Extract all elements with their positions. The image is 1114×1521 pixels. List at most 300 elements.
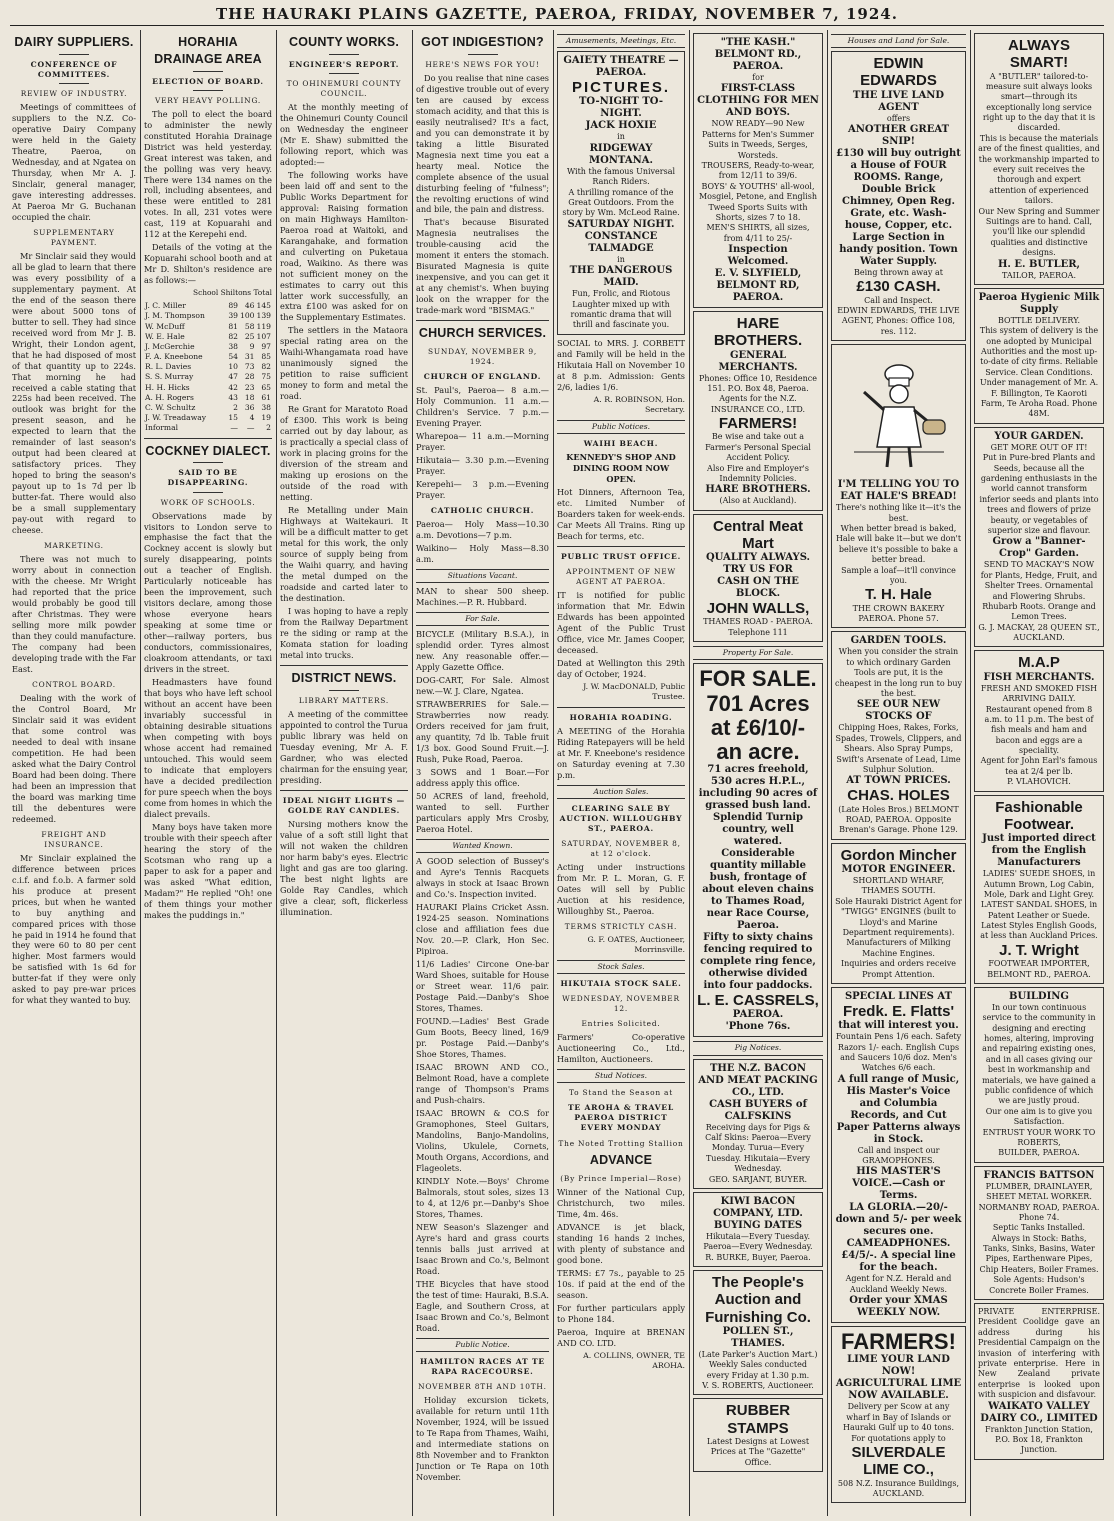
poll-count-school: 43 <box>228 392 238 402</box>
ad-line: THAMES ROAD - PAEROA. <box>703 617 813 627</box>
notice-line: TERMS: £7 7s., payable to 25 10s. if paid at the end of the season. <box>557 1268 685 1300</box>
poll-count-school: 47 <box>228 372 238 382</box>
ad-line: Put in Pure-bred Plants and Seeds, because all the gardening enthusiasts in the world cannot transform inferior seeds and plants into trees and flowers of prize beauty, or vegetables of superior size and flavour. <box>979 453 1099 535</box>
column-ads-butler <box>974 30 1104 1516</box>
article-subtitle: ELECTION OF BOARD. <box>152 76 264 86</box>
column-rule <box>553 30 554 1516</box>
butler-tailor-ad <box>974 33 1104 285</box>
ad-line: 71 acres freehold, 530 acres H.P.L., including 90 acres of grassed bush land. Splendid Turnip country, well watered. <box>698 764 818 848</box>
poll-count-shilton: 23 <box>244 382 255 392</box>
service-date: SUNDAY, NOVEMBER 9, 1924. <box>427 347 538 366</box>
poll-row <box>144 413 272 423</box>
section-heading: MARKETING. <box>44 541 104 551</box>
poll-count-shilton: 4 <box>249 413 255 423</box>
ad-line: Always in Stock: Baths, Tanks, Sinks, Basins, Water Pipes, Earthenware Pipes, Chip Heaters, Boiler Frames. <box>979 1233 1099 1274</box>
ad-line: offers <box>886 113 911 123</box>
notice-title: TE AROHA & TRAVEL PAEROA DISTRICT EVERY MONDAY <box>567 1103 675 1133</box>
ad-line: CASH BUYERS of CALFSKINS <box>709 1098 807 1122</box>
the-kash-ad <box>693 33 823 308</box>
ad-line: SATURDAY NIGHT. <box>567 218 675 230</box>
article-title: COCKNEY DIALECT. <box>145 443 271 458</box>
ad-line: (Also at Auckland). <box>719 496 797 506</box>
ad-line: FISH MERCHANTS. <box>983 671 1095 683</box>
ad-line: THE LIVE LAND AGENT <box>852 89 945 113</box>
ad-heading: I'M TELLING YOU TO EAT HALE'S BREAD! <box>837 479 960 503</box>
divider <box>193 90 223 91</box>
paragraph: The poll to elect the board to administer the newly constituted Horahia Drainage District was held yesterday. Great interest was taken, and the polling was very heavy. There were 134 names on the roll, including absentees, and these were entitled to 281 votes. In all, 231 votes were cast, 119 at Kopuarahi and 112 at the Kerepehi end. <box>144 108 272 240</box>
divider <box>59 83 89 84</box>
notice-line: KENNEDY'S SHOP AND DINING ROOM NOW OPEN. <box>566 451 676 484</box>
poll-count-total: 19 <box>261 413 271 423</box>
peoples-auction-ad <box>693 1270 823 1395</box>
notice-subtitle: APPOINTMENT OF NEW AGENT AT PAEROA. <box>566 566 676 586</box>
ad-heading: GAIETY THEATRE — PAEROA. <box>563 55 679 79</box>
poll-count-shilton: 28 <box>244 372 255 382</box>
poll-table <box>144 301 272 433</box>
ad-line: BUYING DATES <box>713 1219 803 1231</box>
column-rule <box>970 30 971 1516</box>
ad-line: TAILOR, PAEROA. <box>1002 270 1076 280</box>
paragraph: Observations made by visitors to London serve to emphasise the fact that the Cockney accent is slowly but surely disappearing, points out a teacher of English. Particularly noticeable has been the improvement, such visitors declare, among those whose everyone hears speaking at some time or other—railway porters, bus conductors, commissionaires, cloakroom attendants, or taxi drivers in the street. <box>144 510 272 675</box>
notice-subtitle: (By Prince Imperial—Rose) <box>560 1174 682 1184</box>
stallion-name: ADVANCE <box>589 1153 653 1168</box>
poll-count-total: 85 <box>261 352 271 362</box>
ad-line: In our town continuous service to the community in designing and erecting homes, altering, improving and repairing existing ones, and in all cases giving our best in workmanship and materials, we have gained a public confidence of which we are justly proud. <box>982 1002 1096 1106</box>
notice-title: HORAHIA ROADING. <box>569 712 673 722</box>
classified-section: Houses and Land for Sale. <box>831 34 966 48</box>
classified-section: For Sale. <box>416 612 549 626</box>
poll-row <box>144 352 272 362</box>
ad-line: JACK HOXIE <box>585 120 657 132</box>
ad-line: Hikutaia—Every Tuesday. Paeroa—Every Wednesday. <box>703 1231 813 1252</box>
notice-title: HAMILTON RACES AT TE RAPA RACECOURSE. <box>420 1356 545 1376</box>
service-entry: Kerepehi— 3 p.m.—Evening Prayer. <box>416 478 549 500</box>
ad-line: Telephone 111 <box>728 627 788 637</box>
ad-line: P. VLAHOVICH. <box>1007 777 1071 787</box>
ad-line: Weekly Sales conducted every Friday at 1.30 p.m. <box>706 1360 810 1380</box>
ad-line: CAMEADPHONES. £4/5/-. A special line for the beach. <box>841 1238 956 1274</box>
ad-line: AGRICULTURAL LIME NOW AVAILABLE. <box>835 1378 962 1402</box>
ad-heading: JOHN WALLS, <box>706 600 810 618</box>
ad-line: GEO. SARJANT, BUYER. <box>708 1174 808 1184</box>
poll-candidate: J. McGerchie <box>145 341 195 351</box>
ad-line: Order your XMAS WEEKLY NOW. <box>849 1295 948 1319</box>
section-heading: TO OHINEMURI COUNTY COUNCIL. <box>286 78 402 98</box>
classified-section: Property For Sale. <box>693 646 823 660</box>
paragraph: Do you realise that nine cases of digestive trouble out of every ten are caused by excess stomach acidity, and that this is easily neutralised? It's a fact, and you can demonstrate it by taking a little Bisurated Magnesia next time you eat a hearty meal. Notice the complete absence of the usual disturbing feeling of "fulness"; the revolting eructions of wind and bile, the pain and distress. <box>416 72 549 215</box>
ad-line: G. J. MACKAY, 28 QUEEN ST., AUCKLAND. <box>978 622 1100 643</box>
poll-count-school: 38 <box>228 341 238 351</box>
ad-line: in <box>617 132 625 142</box>
ad-line: Receiving days for Pigs & Calf Skins: Paeroa—Every Monday. Turua—Every Tuesday. Hikutaia—Every Wednesday. <box>705 1122 811 1174</box>
classified-ad: DOG-CART, For Sale. Almost new.—W. J. Clare, Ngatea. <box>416 675 549 697</box>
classified-ad: ISAAC BROWN AND CO., Belmont Road, have a complete range of Thompson's Prams and Push-chairs. <box>416 1061 549 1105</box>
notice-title: WAIHI BEACH. <box>583 438 659 448</box>
map-fish-ad <box>974 650 1104 791</box>
paragraph: Holiday excursion tickets, available for return until 11th November, 1924, will be issued to Te Rapa from Thames, Waihi, and intermediate stations on 8th November and to Frankton Junction or Te Rapa on 10th November. <box>416 1395 549 1482</box>
article-subtitle: ENGINEER'S REPORT. <box>288 59 400 69</box>
poll-candidate: C. W. Schultz <box>145 402 196 412</box>
column-rule <box>827 30 828 1516</box>
paragraph: I was hoping to have a reply from the Railway Department re the siding or ramp at the Komata station for loading metal into trucks. <box>280 606 408 660</box>
paragraph: Mr Sinclair said they would all be glad to learn that there was every possibility of a supplementary payment. At the end of the season there were about 5000 tons of butter to sell. They had since received word from Mr J. B. Wright, their London agent, that he had disposed of most of that quantity up to 224s. That morning he had received a cable stating that 225s had been received. The outlook was bright for the present season, and he expected to learn that the remainder of last season's output had been cleared at satisfactory prices. They hoped to bring the season's payout up to 1s 7d per lb butter-fat. There would also be a small supplementary pay-out with regard to cheese. <box>12 250 136 536</box>
divider <box>416 320 549 321</box>
ad-line: A full range of Music, His Master's Voice and Columbia Records, and Cut Paper Patterns always in Stock. <box>836 1073 961 1145</box>
notice-subtitle: WEDNESDAY, NOVEMBER 12. <box>562 994 680 1014</box>
ad-line: THE CROWN BAKERY PAEROA. Phone 57. <box>852 603 945 624</box>
ad-line: Call and Inspect. <box>864 295 933 305</box>
poll-row <box>144 362 272 372</box>
poll-row <box>144 372 272 382</box>
ad-line: POLLEN ST., THAMES. <box>722 1325 794 1349</box>
classified-ad: 50 ACRES of land, freehold, wanted to sell. Further particulars apply Mrs Crosby, Paeroa Hotel. <box>416 791 549 835</box>
poll-row <box>144 322 272 332</box>
article-title: HORAHIA DRAINAGE AREA <box>154 35 262 66</box>
classified-section: Auction Sales. <box>557 785 685 799</box>
ad-heading: L. E. CASSRELS, <box>697 992 819 1010</box>
ad-line: RIDGEWAY MONTANA. <box>589 142 653 166</box>
ad-line: H. E. BUTLER, <box>997 258 1081 270</box>
ad-line: Our New Spring and Summer Suitings are to hand. Call, you'll like our splendid qualities and distinctive designs. <box>978 206 1100 258</box>
divider <box>193 462 223 463</box>
ad-line: Latest Designs at Lowest Prices at The "Gazette" Office. <box>706 1436 810 1467</box>
ad-line: LIME YOUR LAND NOW! <box>847 1354 950 1378</box>
edwin-edwards-ad <box>831 51 966 341</box>
ad-heading: ALWAYS SMART! <box>1008 37 1070 72</box>
ad-line: GENERAL MERCHANTS. <box>718 349 798 373</box>
ad-line: 'Phone 76s. <box>725 1021 791 1033</box>
poll-candidate: W. E. Hale <box>145 331 185 341</box>
column-horahia-drainage <box>144 30 272 1516</box>
paragraph: Re Metalling under Main Highways at Waitekauri. It will be a difficult matter to get metal for this work, the only source of supply being from the Waihi quarry, and having the metal dumped on the roadside and carted later to the destination. <box>280 505 408 604</box>
poll-count-total: 97 <box>261 341 271 351</box>
ad-heading: Central Meat Mart <box>712 517 804 552</box>
notice-line: IT is notified for public information that Mr. Edwin Edwards has been appointed Agent of the Public Trust Office, vice Mr. James Cooper, deceased. <box>557 589 685 655</box>
notice-line: Paeroa, Inquire at BRENAN AND CO. LTD. <box>557 1326 685 1348</box>
classified-ad: SOCIAL to MRS. J. CORBETT and Family will be held in the Hikutaia Hall on November 10 at 8 p.m. Admission: Gents 2/6, ladies 1/6. <box>557 337 685 392</box>
notice-line: ADVANCE is jet black, standing 16 hands 2 inches, with plenty of substance and good bone. <box>557 1222 685 1266</box>
classified-ad: 11/6 Ladies' Circone One-bar Ward Shoes, suitable for House or Street wear. 11/6 pair. Postage Paid.—Danby's Shoe Stores, Thames. <box>416 959 549 1014</box>
ad-line: Sample a loaf—it'll convince you. <box>841 565 956 585</box>
poll-count-school: 81 <box>228 321 238 331</box>
article-title: DISTRICT NEWS. <box>291 670 397 685</box>
section-heading: WORK OF SCHOOLS. <box>160 497 256 507</box>
classified-ad: ISAAC BROWN & CO.S for Gramophones, Steel Guitars, Mandolins, Banjo-Mandolins, Violins, Ukulele, Cornets, Mouth Organs, Accordions, and Flageolets. <box>416 1107 549 1173</box>
paragraph: Many boys have taken more trouble with their speech after hearing the story of the Scotsman who rang up a paper to ask for a paper and was asked "What edition, Madam?" He replied "Oh! one of them things your mother makes the puddings in." <box>144 822 272 920</box>
roberts-builder-ad <box>974 987 1104 1163</box>
ad-heading: T. H. Hale <box>865 586 932 604</box>
notice-title: PUBLIC TRUST OFFICE. <box>560 551 682 561</box>
ad-line: CASH ON THE BLOCK. <box>717 576 799 600</box>
section-heading: CONTROL BOARD. <box>32 680 116 690</box>
ad-heading: FOR SALE. <box>699 666 817 692</box>
ad-heading: EDWIN EDWARDS <box>860 55 937 90</box>
ad-line: 508 N.Z. Insurance Buildings, AUCKLAND. <box>837 1478 960 1498</box>
ad-line: Frankton Junction Station, P.O. Box 18, Frankton Junction. <box>985 1424 1093 1455</box>
poll-table-header: School Shiltons Total <box>193 288 272 298</box>
poll-row <box>144 423 272 433</box>
ad-line: Agents for the N.Z. INSURANCE CO., LTD. <box>710 394 806 414</box>
service-entry: Wharepoa— 11 a.m.—Morning Prayer. <box>416 431 549 453</box>
ad-line: LA GLORIA.—20/- down and 5/- per week secures one. <box>835 1202 962 1238</box>
notice-line: Dated at Wellington this 29th day of October, 1924. <box>557 657 685 679</box>
paragraph: The following works have been laid off and sent to the Public Works Department for approval: Raising formation on main Highways Hamilton-Paeroa road at Waitoki, and Karangahake, and formation and culverting on Puketaua road, Waikino. As there was not sufficient money on the estimates to carry out this latter work successfully, an extra £100 was asked for on the Supplementary Estimates. <box>280 169 408 323</box>
poll-count-shilton: 18 <box>244 392 255 402</box>
column-county-works <box>280 30 408 1516</box>
poll-count-shilton: 25 <box>244 331 255 341</box>
ad-line: R. BURKE, Buyer, Paeroa. <box>705 1252 811 1262</box>
poll-row <box>144 332 272 342</box>
kiwi-bacon-ad <box>693 1192 823 1267</box>
poll-candidate: A. H. Rogers <box>145 392 194 402</box>
ad-heading: KIWI BACON COMPANY, LTD. <box>713 1195 803 1219</box>
classified-ad: MAN to shear 500 sheep. Machines.—P. R. Hubbard. <box>416 586 549 608</box>
ad-line: Inspection Welcomed. <box>727 244 789 268</box>
ad-line: Delivery per Scow at any wharf in Bay of Islands or Hauraki Gulf up to 40 tons. <box>843 1402 954 1433</box>
section-heading: REVIEW OF INDUSTRY. <box>20 89 128 99</box>
ad-line: Being thrown away at <box>854 268 943 278</box>
garden-tools-ad <box>831 631 966 839</box>
paragraph: There was not much to worry about in connection with the cheese. Mr Wright had reported that the price would probably be good till after Christmas. They were selling more milk powder than they could manufacture. The company had been developing trade with the Far East. <box>12 554 136 675</box>
ad-heading: J. T. Wright <box>999 941 1079 959</box>
ad-line: Grow a "Banner-Crop" Garden. <box>992 536 1086 560</box>
ad-line: E. V. SLYFIELD, BELMONT RD, PAEROA. <box>714 268 802 304</box>
classified-ad: STRAWBERRIES for Sale.—Strawberries now ready. Orders received for jam fruit, any quantity, 7d lb. Table fruit 1/3 box. Good Sound Fruit.—J. Rush, Puke Road, Paeroa. <box>416 699 549 765</box>
classified-ad: HAURAKI Plains Cricket Assn. 1924-25 season. Nominations close and affiliation fees due Nov. 20.—P. Clark, Hon Sec. Pipiroa. <box>416 902 549 957</box>
poll-count-shilton: — <box>246 423 255 433</box>
notice-title: HIKUTAIA STOCK SALE. <box>560 979 682 989</box>
ad-heading: FARMERS! <box>841 1329 956 1355</box>
ad-line: For quotations apply to <box>851 1433 946 1443</box>
church-heading: CATHOLIC CHURCH. <box>430 505 535 515</box>
service-entry: St. Paul's, Paeroa— 8 a.m.—Holy Communion. 11 a.m.—Children's Service. 7 p.m.—Evening Prayer. <box>416 385 549 429</box>
notice-subtitle: The Noted Trotting Stallion <box>558 1138 684 1148</box>
hare-brothers-ad <box>693 311 823 511</box>
milk-supply-ad <box>974 288 1104 424</box>
ad-heading: WAIKATO VALLEY DAIRY CO., LIMITED <box>980 1400 1098 1424</box>
ad-line: QUALITY ALWAYS. <box>705 552 811 564</box>
ad-line: Phones: Office 10, Residence 151. P.O. Box 48, Paeroa. <box>698 373 818 393</box>
poll-count-total: 139 <box>256 311 271 321</box>
notice-subtitle: To Stand the Season at <box>568 1088 674 1098</box>
divider <box>193 492 223 493</box>
ad-line: Latest Styles English Goods, at less than Auckland Prices. <box>980 921 1098 941</box>
paragraph: Details of the voting at the Kopuarahi school booth and at Mr D. Shilton's residence are as follows:— <box>144 242 272 286</box>
classified-section: Situations Vacant. <box>416 569 549 583</box>
classified-ad: NEW Season's Slazenger and Ayre's hard and grass courts tennis balls just arrived at Isaac Brown and Co.'s, Belmont Road. <box>416 1221 549 1276</box>
poll-count-shilton: 46 <box>244 301 255 311</box>
poll-count-school: 10 <box>228 362 238 372</box>
divider <box>193 71 223 72</box>
ad-line: FIRST-CLASS CLOTHING FOR MEN AND BOYS. <box>697 83 819 119</box>
ad-line: PLUMBER, DRAINLAYER, SHEET METAL WORKER. <box>985 1181 1093 1202</box>
paragraph: Dealing with the work of the Control Board, Mr Sinclair said it was evident that some control was needed to deal with insane competition. He had been asked what the Dairy Control Board had been doing. There had been an impression that the board was marking time till the debentures were redeemed. <box>12 692 136 824</box>
ad-heading: 701 Acres at £6/10/- an acre. <box>706 690 810 764</box>
column-ads-edwards <box>831 30 966 1516</box>
column-rule <box>140 30 141 1516</box>
ad-heading: Fredk. E. Flatts' <box>842 1002 955 1020</box>
divider <box>144 438 272 439</box>
article-subtitle: HERE'S NEWS FOR YOU! <box>425 59 540 69</box>
classified-ad: BICYCLE (Military B.S.A.), in splendid order. Tyres almost new. Any reasonable offer.—Apply Gazette Office. <box>416 629 549 673</box>
ad-line: A "BUTLER" tailored-to-measure suit always looks smart—through its exceptionally long service right up to the day that it is discarded. <box>982 71 1096 133</box>
ad-heading: £130 CASH. <box>856 278 941 296</box>
service-entry: Paeroa— Holy Mass—10.30 a.m. Devotions—7 p.m. <box>416 519 549 541</box>
divider <box>280 665 408 666</box>
article-subtitle: CONFERENCE OF COMMITTEES. <box>30 59 118 79</box>
paragraph: Mr Sinclair explained the difference between prices c.i.f. and f.o.b. A farmer sold his produce at present prices, but when he wanted to buy anything and compared prices with those he paid in 1914 he found that they were 60 to 80 per cent higher. Most farmers would be satisfied with 1s 6d for butter-fat if they were only asked to pay pre-war prices for what they wanted to buy. <box>12 852 136 1006</box>
ad-line: With the famous Universal Ranch Riders. <box>566 166 676 187</box>
column-amusements <box>557 30 685 1516</box>
column-rule <box>276 30 277 1516</box>
gordon-mincher-ad <box>831 843 966 984</box>
ad-line: GET MORE OUT OF IT! <box>990 442 1088 452</box>
ad-line: AT TOWN PRICES. <box>846 775 951 787</box>
poll-count-shilton: 9 <box>249 341 255 351</box>
poll-count-school: 39 <box>228 311 238 321</box>
gaiety-theatre-ad <box>557 51 685 335</box>
poll-count-total: 2 <box>266 423 271 433</box>
service-entry: Hikutaia— 3.30 p.m.—Evening Prayer. <box>416 455 549 476</box>
article-title: CHURCH SERVICES. <box>418 326 547 341</box>
silverdale-lime-ad <box>831 1326 966 1503</box>
classified-ad: FOUND.—Ladies' Best Grade Gum Boots, Beecy lined, 16/9 pr. Postage Paid.—Danby's Shoe Stores, Thames. <box>416 1016 549 1059</box>
poll-count-total: 61 <box>261 392 271 402</box>
ad-line: Be wise and take out a Farmer's Personal Special Accident Policy. <box>705 432 811 463</box>
ad-line: Under management of Mr. A. F. Billington, Te Kaoroti Farm, Te Aroha Road. Phone 48M. <box>979 378 1099 419</box>
paragraph: Nursing mothers know the value of a soft still light that will not waken the children nor harm baby's eyes. Electric light and gas are too glaring. The best night lights are Golde Ray Candles, which give a clear, soft, flickerless illumination. <box>280 818 408 917</box>
ad-line: LADIES' SUEDE SHOES, in Autumn Brown, Log Cabin, Mole, Dark and Light Grey. <box>982 869 1096 899</box>
paragraph: At the monthly meeting of the Ohinemuri County Council on Wednesday the engineer (Mr E. Shaw) submitted the following report, which was adopted:— <box>280 101 408 167</box>
ad-line: TRY US FOR <box>723 564 793 576</box>
ad-line: This system of delivery is the one adopted by Municipal Authorities and the most up-to-date of city firms. Reliable Service. Clean Conditions. <box>979 326 1099 377</box>
poll-count-total: 107 <box>256 331 271 341</box>
poll-row <box>144 403 272 413</box>
ad-line: for <box>752 73 764 82</box>
poll-count-shilton: 36 <box>244 402 255 412</box>
ad-line: Fun, Frolic, and Riotous Laughter mixed up with romantic drama that will thrill and fascinate you. <box>570 289 672 330</box>
ad-line: BOTTLE DELIVERY. <box>997 315 1080 325</box>
paragraph: A meeting of the committee appointed to control the Turua public library was held on Tuesday evening, Mr A. F. Gardner, who was elected chairman for the ensuing year, presiding. <box>280 708 408 785</box>
signature: A. COLLINS, OWNER, TE AROHA. <box>583 1350 685 1371</box>
ad-line: Chipping Hoes, Rakes, Forks, Spades, Trowels, Clippers, and Shears. Also Spray Pumps, Swift's Arsenate of Lead, Lime Sulphur Solution. <box>835 723 962 774</box>
ad-heading: FRANCIS BATTSON <box>983 1169 1095 1181</box>
ad-heading: SPECIAL LINES AT <box>844 990 953 1002</box>
notice-subtitle: SATURDAY, NOVEMBER 8, at 12 o'clock. <box>561 839 681 859</box>
signature: J. W. MacDONALD, Public Trustee. <box>583 681 685 702</box>
battson-plumber-ad <box>974 1166 1104 1300</box>
poll-count-school: 2 <box>233 402 238 412</box>
poll-candidate: S. S. Murray <box>145 372 194 382</box>
poll-candidate: W. McDuff <box>145 321 185 331</box>
ad-line: BELMONT RD., PAEROA. <box>714 49 802 72</box>
column-ads-kash <box>693 30 823 1516</box>
poll-count-school: 42 <box>228 382 238 392</box>
mackay-garden-ad <box>974 427 1104 648</box>
divider <box>280 790 408 791</box>
notice-line: A MEETING of the Horahia Riding Ratepayers will be held at Mr. F. Kneebone's residence on Saturday evening at 7.30 p.m. <box>557 725 685 780</box>
poll-count-school: — <box>230 423 238 433</box>
poll-candidate: H. H. Hicks <box>145 382 190 392</box>
ad-heading: BUILDING <box>1009 990 1069 1002</box>
poll-count-school: 15 <box>228 413 238 423</box>
ad-line: NORMANBY ROAD, PAEROA. Phone 74. <box>978 1202 1100 1222</box>
ad-line: PAEROA. <box>732 1009 784 1021</box>
signature: A. R. ROBINSON, Hon. Secretary. <box>593 394 685 415</box>
ad-heading: Paeroa Hygienic Milk Supply <box>978 291 1100 315</box>
classified-section: Public Notice. <box>416 1338 549 1352</box>
ad-line: Just imported direct from the English Manufacturers <box>982 833 1096 869</box>
poll-candidate: Informal <box>145 423 179 433</box>
ad-line: When better bread is baked, Hale will bake it—but we don't believe it's possible to bake a better bread. <box>835 524 962 565</box>
ad-line: FOOTWEAR IMPORTER, BELMONT RD., PAEROA. <box>987 959 1091 979</box>
poll-candidate: F. A. Kneebone <box>145 352 203 362</box>
poll-count-school: 82 <box>228 331 238 341</box>
ad-heading: THE N.Z. BACON AND MEAT PACKING CO., LTD. <box>698 1062 818 1098</box>
ad-heading: GARDEN TOOLS. <box>850 635 947 647</box>
poll-row <box>144 393 272 403</box>
poll-count-school: 89 <box>228 301 238 311</box>
ad-line: MEN'S SHIRTS, all sizes, from 4/11 to 25/- <box>706 223 810 243</box>
classified-ad: 3 SOWS and 1 Boar.—For address apply this office. <box>416 767 549 789</box>
ad-line: Agent for N.Z. Herald and Auckland Weekly News. <box>845 1274 952 1294</box>
poll-count-shilton: 58 <box>244 321 255 331</box>
ad-line: SEND TO MACKAY'S NOW for Plants, Hedge, Fruit, and Shelter Trees. Ornamental and Flowering Shrubs. Rhubarb Roots. Orange and Lemon Trees. <box>980 560 1098 622</box>
ad-line: £130 will buy outright a House of FOUR ROOMS. Range, Double Brick Chimney, Open Reg. Grate, etc. Wash-house, Copper, etc. Large Section in handy position. Town Water Supply. <box>836 148 961 268</box>
classified-section: Stock Sales. <box>557 960 685 974</box>
service-entry: Waikino— Holy Mass—8.30 a.m. <box>416 543 549 565</box>
rubber-stamps-ad <box>693 1398 823 1472</box>
section-heading: SUPPLEMENTARY PAYMENT. <box>33 227 115 247</box>
poll-count-total: 119 <box>256 321 271 331</box>
wright-footwear-ad <box>974 795 1104 984</box>
classified-section: Stud Notices. <box>557 1069 685 1083</box>
ad-line: FRESH AND SMOKED FISH ARRIVING DAILY. <box>980 683 1098 704</box>
ad-line: Sole Hauraki District Agent for "TWIGG" ENGINES (built to Lloyd's and Marine Department requirements). <box>835 896 962 937</box>
notice-title: CLEARING SALE BY AUCTION. WILLOUGHBY ST., PAEROA. <box>559 803 683 834</box>
baker-illustration <box>849 352 949 472</box>
ad-line: Restaurant opened from 8 a.m. to 11 p.m. The best of fish meals and ham and bacon and eggs are a speciality. <box>984 704 1094 756</box>
poll-count-total: 65 <box>261 382 271 392</box>
poll-row <box>144 383 272 393</box>
ad-heading: Gordon Mincher <box>840 846 957 864</box>
column-dairy-suppliers <box>12 30 136 1516</box>
ad-heading: SILVERDALE LIME CO., <box>851 1444 946 1479</box>
divider <box>329 690 359 691</box>
notice-subtitle: Entries Solicited. <box>581 1019 661 1029</box>
ad-line: Call and inspect our GRAMOPHONES. <box>857 1145 940 1166</box>
notice-line: For further particulars apply to Phone 184. <box>557 1302 685 1324</box>
poll-count-total: 38 <box>261 402 271 412</box>
poll-count-total: 145 <box>256 301 271 311</box>
article-title: DAIRY SUPPLIERS. <box>14 35 134 49</box>
classified-ad: A GOOD selection of Bussey's and Ayre's Tennis Racquets always in stock at Isaac Brown and Co.'s. Inspection invited. <box>416 856 549 900</box>
ad-line: LATEST SANDAL SHOES, in Patent Leather or Suede. <box>980 900 1098 920</box>
section-heading: LIBRARY MATTERS. <box>298 695 390 705</box>
waikato-dairy-ad <box>974 1303 1104 1460</box>
paragraph: Meetings of committees of suppliers to the N.Z. Co-operative Dairy Company were held in the Gaiety Theatre, Paeroa, on Wednesday, and at Ngatea on Thursday, when Mr A. J. Sinclair, general manager, gave interesting addresses. At Paeroa Mr G. Buchanan occupied the chair. <box>12 102 136 222</box>
paragraph: Re Grant for Maratoto Road of £300. This work is being carried out by day labour, as is practically a special class of work in placing groins for the diversion of the stream and making up erosions on the outside of the road with netting. <box>280 404 408 503</box>
ad-line: that will interest you. <box>838 1020 959 1032</box>
notice-line: Hot Dinners, Afternoon Tea, etc. Limited Number of Boarders taken for week-ends. Car Meets All Trains. Ring up Beach for terms, etc. <box>557 486 685 541</box>
bacon-packing-ad <box>693 1059 823 1189</box>
section-heading: FREIGHT AND INSURANCE. <box>41 829 107 849</box>
divider <box>59 54 89 55</box>
divider <box>468 54 498 55</box>
ad-line: CONSTANCE TALMADGE <box>584 230 658 254</box>
classified-ad: THE Bicycles that have stood the test of time: Hauraki, B.S.A. Eagle, and Southern Cross, at Isaac Brown and Co.'s, Belmont Road. <box>416 1278 549 1333</box>
column-indigestion-classifieds <box>416 30 549 1516</box>
